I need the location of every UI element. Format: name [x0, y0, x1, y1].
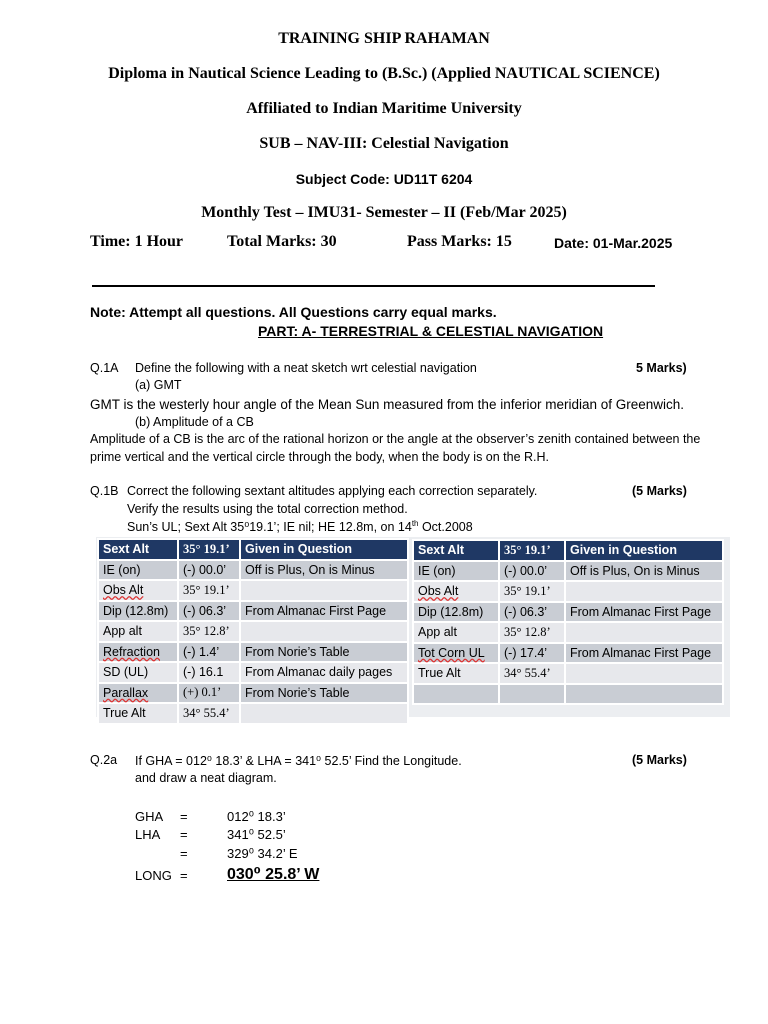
table-cell: (-) 17.4’ [499, 643, 565, 664]
diff-equals: = [180, 846, 188, 861]
table-cell: Refraction [98, 642, 178, 663]
table-cell [413, 684, 499, 705]
table-cell [240, 642, 408, 663]
test-title: Monthly Test – IMU31- Semester – II (Feb/Mar 2025) [201, 204, 567, 221]
gha-label: GHA [135, 809, 164, 824]
affiliation-line: Affiliated to Indian Maritime University [246, 100, 522, 117]
table-cell: (-) 00.0’ [178, 560, 240, 581]
table-cell: Obs Alt [98, 580, 178, 601]
table-cell: From Almanac First Page [240, 601, 408, 622]
time-label: Time: 1 Hour [90, 233, 184, 250]
table-cell: Tot Corn UL [413, 643, 499, 664]
subject-code: Subject Code: UD11T 6204 [295, 171, 473, 187]
table-row [413, 581, 723, 602]
table-row [413, 602, 723, 623]
table-cell: From Almanac First Page [565, 602, 723, 623]
table-cell: Off is Plus, On is Minus [565, 561, 723, 582]
gha-equals: = [180, 809, 188, 824]
subject-line: SUB – NAV-III: Celestial Navigation [259, 135, 509, 152]
table-row [98, 683, 408, 704]
q1a-answer-b-line2: prime vertical and the vertical circle through the body, when the body is on the R.H. [90, 450, 550, 464]
table-cell: (-) 00.0’ [499, 561, 565, 582]
table-cell: SD (UL) [98, 662, 178, 683]
q1a-part-b: (b) Amplitude of a CB [135, 415, 254, 429]
table-cell: (+) 0.1’ [178, 683, 240, 704]
table-row [98, 703, 408, 724]
table-cell: Off is Plus, On is Minus [240, 560, 408, 581]
table-row [413, 622, 723, 643]
table-row [98, 580, 408, 601]
table-cell: (-) 16.1 [178, 662, 240, 683]
table-cell: App alt [98, 621, 178, 642]
norie-table-ref: From Norie’s Table [245, 644, 350, 659]
table-cell [565, 581, 723, 602]
table-cell: IE (on) [413, 561, 499, 582]
table-cell [240, 703, 408, 724]
table-cell: From Almanac First Page [565, 643, 723, 664]
header-cell: 35° 19.1’ [499, 540, 565, 561]
q1a-answer-a: GMT is the westerly hour angle of the Mean Sun measured from the inferior meridian of Greenwich. [90, 397, 685, 412]
table-cell: Parallax [98, 683, 178, 704]
lha-label: LHA [135, 827, 161, 842]
table-cell: 35° 19.1’ [499, 581, 565, 602]
q1a-marks: 5 Marks) [636, 361, 687, 375]
table-cell [499, 684, 565, 705]
longitude-answer: 030⁰ 25.8’ W [227, 866, 320, 883]
gha-value: 012⁰ 18.3’ [227, 809, 286, 824]
table-cell: From Norie’s Table [240, 683, 408, 704]
table-cell: 34° 55.4’ [178, 703, 240, 724]
table-row [413, 663, 723, 684]
institution-title: TRAINING SHIP RAHAMAN [278, 30, 490, 47]
q1b-question: Correct the following sextant altitudes applying each correction separately. [127, 484, 538, 498]
table-cell: (-) 06.3’ [499, 602, 565, 623]
table-cell: App alt [413, 622, 499, 643]
q1a-part-a: (a) GMT [135, 378, 182, 392]
lha-value: 341⁰ 52.5’ [227, 827, 286, 842]
table-cell: Dip (12.8m) [413, 602, 499, 623]
q1b-line3-sup: th [411, 519, 419, 528]
left-correction-table [97, 538, 409, 725]
program-title: Diploma in Nautical Science Leading to (B.Sc.) (Applied NAUTICAL SCIENCE) [108, 65, 660, 82]
table-cell: True Alt [98, 703, 178, 724]
q1b-line3-post: Oct.2008 [418, 520, 473, 535]
table-header-row [98, 539, 408, 560]
date-label: Date: 01-Mar.2025 [554, 235, 673, 251]
q1a-number: Q.1A [90, 361, 119, 375]
q1b-number: Q.1B [90, 484, 119, 498]
table-cell [240, 621, 408, 642]
table-cell: Dip (12.8m) [98, 601, 178, 622]
total-marks-label: Total Marks: 30 [227, 233, 337, 250]
q1b-marks: (5 Marks) [632, 484, 687, 498]
table-cell [240, 580, 408, 601]
table-row [98, 662, 408, 683]
lha-equals: = [180, 827, 188, 842]
table-cell [565, 684, 723, 705]
table-cell: True Alt [413, 663, 499, 684]
header-cell: 35° 19.1’ [178, 539, 240, 560]
q1b-line3 [127, 519, 473, 534]
instructions-note: Note: Attempt all questions. All Questions carry equal marks. [90, 304, 497, 320]
table-row [98, 642, 408, 663]
header-cell: Given in Question [240, 539, 408, 560]
table-row [413, 561, 723, 582]
table-row [413, 643, 723, 664]
header-cell: Sext Alt [413, 540, 499, 561]
long-label: LONG [135, 868, 172, 883]
diff-value: 329⁰ 34.2’ E [227, 846, 298, 861]
q1b-line3-pre: Sun’s UL; Sext Alt 35⁰19.1’; IE nil; HE 12.8m, on 14 [127, 520, 412, 535]
table-cell: (-) 1.4’ [178, 642, 240, 663]
table-row [98, 621, 408, 642]
right-correction-table [412, 539, 724, 705]
table-cell: (-) 06.3’ [178, 601, 240, 622]
table-cell: IE (on) [98, 560, 178, 581]
table-row [413, 684, 723, 705]
header-divider [92, 285, 655, 287]
q1a-question: Define the following with a neat sketch wrt celestial navigation [135, 361, 477, 375]
q1a-answer-b-line1: Amplitude of a CB is the arc of the rational horizon or the angle at the observer’s zenith contained between the [90, 432, 701, 446]
q1b-line2: Verify the results using the total correction method. [127, 502, 408, 516]
long-equals: = [180, 868, 188, 883]
part-title: PART: A- TERRESTRIAL & CELESTIAL NAVIGATION [258, 323, 604, 339]
table-header-row [413, 540, 723, 561]
table-cell: 34° 55.4’ [499, 663, 565, 684]
q2a-marks: (5 Marks) [632, 753, 687, 767]
table-cell: Obs Alt [413, 581, 499, 602]
table-cell: 35° 19.1’ [178, 580, 240, 601]
table-cell: From Almanac daily pages [240, 662, 408, 683]
header-cell: Sext Alt [98, 539, 178, 560]
table-row [98, 601, 408, 622]
table-row [98, 560, 408, 581]
table-cell: 35° 12.8’ [499, 622, 565, 643]
q2a-number: Q.2a [90, 753, 118, 767]
pass-marks-label: Pass Marks: 15 [407, 233, 512, 250]
table-cell [565, 663, 723, 684]
q2a-line2: and draw a neat diagram. [135, 771, 277, 785]
q2a-question: If GHA = 012⁰ 18.3’ & LHA = 341⁰ 52.5’ Find the Longitude. [135, 754, 462, 768]
header-cell: Given in Question [565, 540, 723, 561]
table-cell [565, 622, 723, 643]
table-cell: 35° 12.8’ [178, 621, 240, 642]
